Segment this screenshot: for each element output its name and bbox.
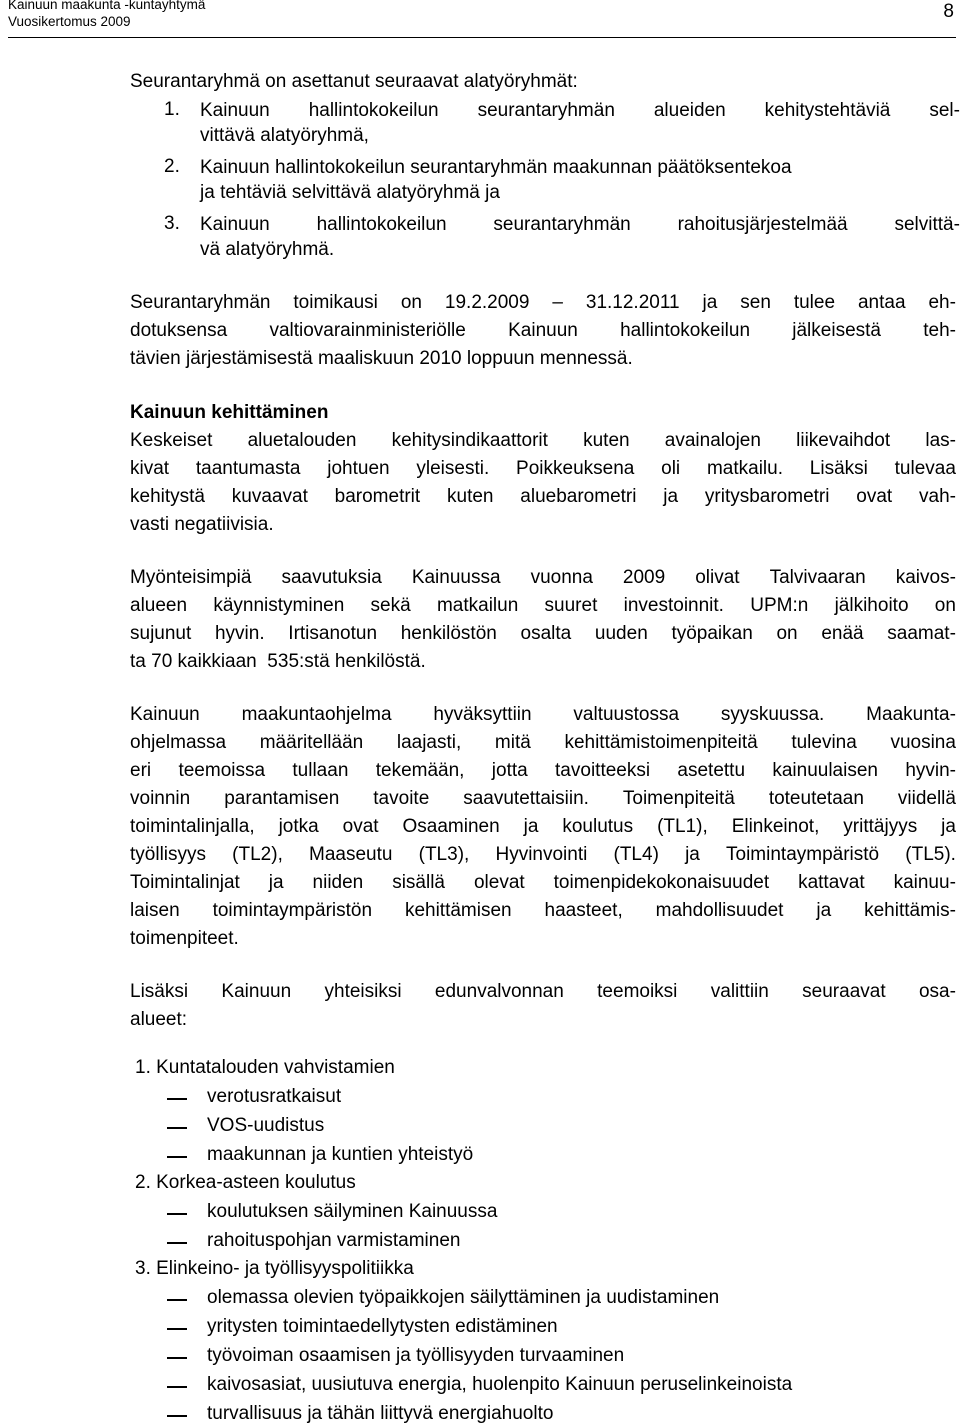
dash-bullet [167,1357,187,1359]
word: eh- [928,292,956,313]
word: Irtisanotun [288,623,378,644]
list-number: 3. [164,213,180,234]
paragraph-line [130,871,956,895]
word: Kainuun [508,320,578,341]
word: kehitysindikaattorit [391,430,548,451]
word: kehittämis- [864,900,956,921]
word: hyvin- [905,760,956,781]
theme-item: työvoiman osaamisen ja työllisyyden turvaaminen [207,1345,625,1366]
word: teh- [923,320,956,341]
word: (TL3), [418,844,470,865]
word: (TL1), [657,816,708,837]
word: barometrit [334,486,421,507]
word: (TL5). [905,844,956,865]
theme-item: turvallisuus ja tähän liittyvä energiahuolto [207,1403,554,1424]
word: yrittäjyys [843,816,918,837]
dash-bullet [167,1328,187,1330]
word: eri [130,760,152,781]
word: yleisesti. [416,458,490,479]
word: työllisyys [130,844,207,865]
dash-bullet [167,1213,187,1215]
paragraph-line [130,622,956,646]
word: – [552,292,563,313]
word: liikevaihdot [796,430,891,451]
word: teemoiksi [597,981,678,1002]
paragraph-line [130,980,956,1004]
word: sisällä [392,872,446,893]
word: Seurantaryhmän [130,292,271,313]
paragraph-line [130,899,956,923]
list-item-line: vittävä alatyöryhmä, [200,125,369,146]
word: johtuen [327,458,390,479]
word: Toimenpiteitä [622,788,735,809]
word: uuden [594,623,648,644]
word: laajasti, [396,732,462,753]
list-number: 1. [164,99,180,120]
word: niiden [312,872,364,893]
list-item-line: vä alatyöryhmä. [200,239,335,260]
word: tulee [793,292,836,313]
word: Talvivaaran [769,567,866,588]
word: Kainuun [130,704,200,725]
word: Myönteisimpiä [130,567,252,588]
paragraph-line [130,594,956,618]
theme-title: 2. Korkea-asteen koulutus [135,1172,356,1193]
dash-bullet [167,1386,187,1388]
word: antaa [857,292,906,313]
word: kehittämisen [404,900,512,921]
word: ja [816,900,832,921]
word: (TL4) [613,844,659,865]
word: Keskeiset [130,430,213,451]
word: voinnin [130,788,191,809]
paragraph-line [130,457,956,481]
word: alueen [130,595,188,616]
paragraph-line: vasti negatiivisia. [130,514,274,535]
word: tulevina [791,732,857,753]
word: osa- [918,981,956,1002]
word: valittiin [710,981,769,1002]
term-paragraph-line [130,319,956,343]
paragraph-line [130,787,956,811]
word: teemoissa [178,760,266,781]
word: kehitystehtäviä [764,100,891,121]
word: hyväksyttiin [433,704,532,725]
word: aluetalouden [247,430,357,451]
word: mahdollisuudet [655,900,784,921]
word: ja [663,486,679,507]
word: toimikausi [293,292,378,313]
theme-item: koulutuksen säilyminen Kainuussa [207,1201,498,1222]
word: Poikkeuksena [516,458,635,479]
word: seuraavat [802,981,886,1002]
word: ovat [342,816,379,837]
word: kehitystä [130,486,205,507]
word: sel- [929,100,960,121]
word: las- [925,430,956,451]
word: seurantaryhmän [493,214,631,235]
word: suuret [544,595,598,616]
word: 19.2.2009 [444,292,530,313]
word: ovat [856,486,893,507]
dash-bullet [167,1156,187,1158]
word: Lisäksi [130,981,189,1002]
word: yhteisiksi [324,981,402,1002]
theme-item: maakunnan ja kuntien yhteistyö [207,1144,474,1165]
theme-title: 3. Elinkeino- ja työllisyyspolitiikka [135,1258,414,1279]
word: saamat- [887,623,956,644]
word: kattavat [798,872,865,893]
paragraph-line [130,566,956,590]
word: vah- [919,486,956,507]
word: sen [740,292,771,313]
word: UPM:n [750,595,809,616]
word: saavutuksia [281,567,382,588]
term-paragraph-line: tävien järjestämisestä maaliskuun 2010 loppuun mennessä. [130,348,633,369]
word: valtuustossa [573,704,680,725]
word: kuten [447,486,494,507]
word: hyvin. [214,623,265,644]
word: (TL2), [232,844,283,865]
word: Maaseutu [309,844,393,865]
paragraph-line [130,429,956,453]
word: toimintaympäristön [212,900,373,921]
word: jälkihoito [834,595,909,616]
word: yritysbarometri [704,486,830,507]
paragraph-line: ta 70 kaikkiaan 535:stä henkilöstä. [130,651,426,672]
page-number: 8 [943,1,954,22]
word: on [400,292,422,313]
word: Kainuun [200,214,270,235]
word: kuten [583,430,630,451]
word: 2009 [622,567,666,588]
theme-item: kaivosasiat, uusiutuva energia, huolenpito Kainuun peruselinkeinoista [207,1374,793,1395]
word: hallintokokeilun [620,320,751,341]
word: toimintalinjalla, [130,816,255,837]
word: asetettu [677,760,746,781]
word: määritellään [259,732,364,753]
word: viidellä [897,788,956,809]
word: Lisäksi [809,458,868,479]
word: koulutus [562,816,634,837]
theme-item: VOS-uudistus [207,1115,325,1136]
word: hallintokokeilun [316,214,447,235]
word: osalta [520,623,572,644]
word: Kainuun [221,981,292,1002]
paragraph-line: toimenpiteet. [130,928,239,949]
word: ja [702,292,718,313]
paragraph-line [130,843,956,867]
word: sujunut [130,623,192,644]
word: jälkeisestä [792,320,881,341]
word: työpaikan [671,623,753,644]
header-report-title: Vuosikertomus 2009 [8,14,131,29]
paragraph-line [130,731,956,755]
word: aluebarometri [520,486,637,507]
word: syyskuussa. [720,704,825,725]
word: käynnistyminen [213,595,345,616]
dash-bullet [167,1242,187,1244]
page-header [8,0,956,38]
term-paragraph-line [130,291,956,315]
word: taantumasta [195,458,301,479]
theme-item: olemassa olevien työpaikkojen säilyttäminen ja uudistaminen [207,1287,720,1308]
list-item-line [200,99,960,123]
dash-bullet [167,1299,187,1301]
word: Elinkeinot, [731,816,820,837]
header-organization: Kainuun maakunta -kuntayhtymä [8,0,206,12]
word: haasteet, [544,900,623,921]
word: olevat [473,872,525,893]
word: edunvalvonnan [434,981,564,1002]
word: valtiovarainministeriölle [269,320,466,341]
word: Kainuun [200,100,270,121]
word: rahoitusjärjestelmää [677,214,848,235]
word: tavoite [373,788,430,809]
word: oli [661,458,681,479]
word: tekemään, [375,760,465,781]
word: hallintokokeilun [308,100,439,121]
paragraph-line [130,485,956,509]
word: Osaaminen [402,816,500,837]
word: alueiden [653,100,726,121]
word: henkilöstön [400,623,497,644]
word: ja [685,844,700,865]
word: olivat [695,567,740,588]
word: on [934,595,956,616]
word: jotta [491,760,528,781]
word: Toimintalinjat [130,872,240,893]
word: ja [268,872,284,893]
word: Maakunta- [866,704,956,725]
word: toimenpidekokonaisuudet [553,872,770,893]
list-item-line: Kainuun hallintokokeilun seurantaryhmän maakunnan päätöksentekoa [200,157,792,178]
theme-item: yritysten toimintaedellytysten edistäminen [207,1316,558,1337]
word: ja [523,816,539,837]
word: laisen [130,900,180,921]
theme-title: 1. Kuntatalouden vahvistamien [135,1057,395,1078]
word: dotuksensa [130,320,228,341]
word: seurantaryhmän [477,100,615,121]
list-number: 2. [164,156,180,177]
word: Kainuussa [411,567,501,588]
word: kainuu- [893,872,956,893]
word: 31.12.2011 [585,292,680,313]
word: investoinnit. [623,595,724,616]
word: saavutettaisiin. [463,788,589,809]
word: matkailu. [706,458,783,479]
list-item-line [200,213,960,237]
word: selvittä- [894,214,960,235]
word: maakuntaohjelma [241,704,392,725]
word: tulevaa [894,458,956,479]
word: kivat [130,458,170,479]
word: vuosina [890,732,956,753]
theme-item: rahoituspohjan varmistaminen [207,1230,461,1251]
word: mitä [494,732,531,753]
paragraph-line [130,815,956,839]
word: kehittämistoimenpiteitä [564,732,758,753]
list-item-line: ja tehtäviä selvittävä alatyöryhmä ja [200,182,500,203]
word: toteutetaan [768,788,864,809]
word: vuonna [530,567,593,588]
word: jotka [278,816,319,837]
word: tavoitteeksi [555,760,651,781]
word: Toimintaympäristö [726,844,880,865]
word: parantamisen [224,788,340,809]
dash-bullet [167,1098,187,1100]
word: kuvaavat [231,486,308,507]
word: kaivos- [895,567,956,588]
paragraph-line: alueet: [130,1009,188,1030]
word: ohjelmassa [130,732,227,753]
paragraph-line [130,759,956,783]
word: sekä [370,595,411,616]
subgroups-intro: Seurantaryhmä on asettanut seuraavat alatyöryhmät: [130,71,578,92]
word: on [776,623,798,644]
word: tullaan [292,760,349,781]
word: enää [821,623,864,644]
word: kainuulaisen [772,760,878,781]
word: avainalojen [664,430,761,451]
word: matkailun [436,595,519,616]
theme-item: verotusratkaisut [207,1086,342,1107]
dash-bullet [167,1415,187,1417]
word: ja [941,816,956,837]
dash-bullet [167,1127,187,1129]
section-heading: Kainuun kehittäminen [130,402,329,423]
paragraph-line [130,703,956,727]
word: Hyvinvointi [495,844,588,865]
